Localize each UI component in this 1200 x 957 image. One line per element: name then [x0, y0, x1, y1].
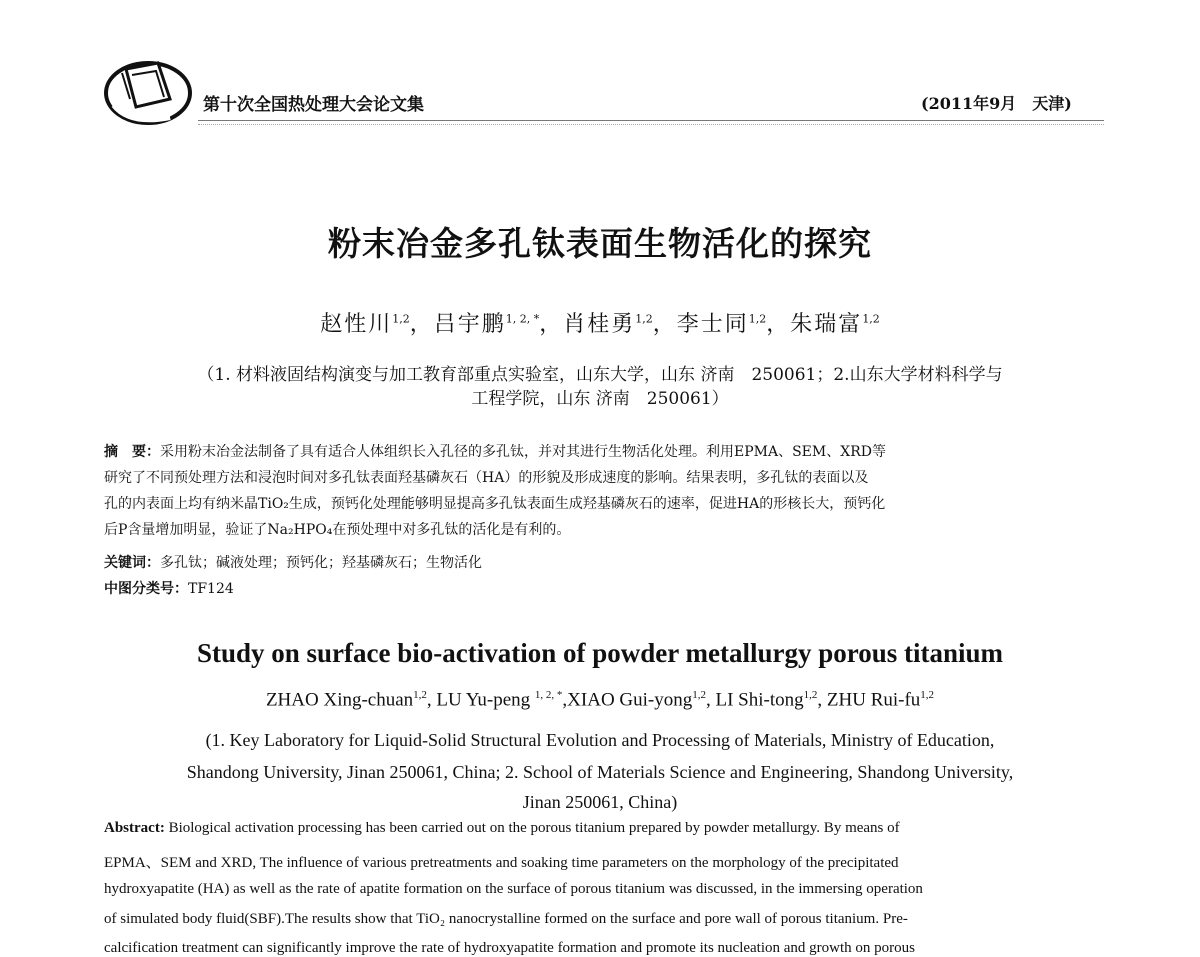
cn-abstract-line4: 后P含量增加明显，验证了Na₂HPO₄在预处理中对多孔钛的活化是有利的。: [104, 522, 571, 538]
en-abstract-text: Biological activation processing has been carried out on the porous titanium prepared by powder metallurgy. By means of: [168, 820, 900, 836]
cn-abstract-text: 采用粉末冶金法制备了具有适合人体组织长入孔径的多孔钛，并对其进行生物活化处理。利用EPMA、SEM、XRD等: [160, 444, 886, 460]
cn-author-affiliation-mark: 1, 2, *: [505, 312, 540, 326]
en-abstract-label: Abstract:: [104, 820, 165, 836]
en-paper-title: Study on surface bio-activation of powder metallurgy porous titanium: [196, 638, 1004, 668]
en-author-name: LU Yu-peng: [436, 689, 535, 711]
journal-logo-icon: [100, 55, 192, 127]
en-author-separator: ,: [562, 689, 568, 711]
en-author-affiliation-mark: 1,2: [920, 689, 935, 701]
en-author-separator: ,: [817, 689, 827, 711]
cn-author-separator: ，: [652, 312, 677, 337]
cn-keywords-text: 多孔钛；碱液处理；预钙化；羟基磷灰石；生物活化: [160, 555, 482, 571]
en-author-affiliation-mark: 1,2: [803, 689, 818, 701]
cn-author-name: 吕宇鹏: [433, 312, 506, 337]
en-author-list: [0, 689, 1200, 711]
cn-author-name: 李士同: [676, 312, 749, 337]
en-abstract-line4: of simulated body fluid(SBF).The results show that TiO₂ nanocrystalline formed on the surface and pore wall of porous titanium. Pre-: [104, 911, 908, 927]
en-author-affiliation-mark: 1,2: [692, 689, 706, 701]
en-author-affiliation-mark: 1, 2, *: [534, 689, 563, 701]
cn-clc: [104, 579, 1104, 599]
en-abstract-line2: EPMA、SEM and XRD, The influence of various pretreatments and soaking time parameters on the morphology of the precipitated: [104, 855, 899, 871]
en-author-affiliation-mark: 1,2: [413, 689, 427, 701]
cn-author-affiliation-mark: 1,2: [392, 312, 410, 326]
cn-author-separator: ，: [766, 312, 791, 337]
cn-affiliation-line2: 工程学院，山东 济南 250061）: [471, 389, 729, 409]
cn-author-name: 肖桂勇: [563, 312, 636, 337]
cn-keywords: [104, 553, 1104, 573]
en-affiliation-line2: Shandong University, Jinan 250061, China; 2. School of Materials Science and Engineering, Shandong University,: [186, 762, 1014, 782]
cn-author-affiliation-mark: 1,2: [748, 312, 767, 326]
cn-abstract-line1: [104, 442, 1104, 462]
cn-clc-value: TF124: [188, 581, 234, 597]
en-author-name: ZHU Rui-fu: [826, 689, 921, 711]
cn-author-name: 朱瑞富: [790, 312, 863, 337]
proceedings-date-place: (2011年9月 天津): [921, 94, 1072, 113]
en-author-name: XIAO Gui-yong: [567, 689, 693, 711]
cn-author-separator: ，: [539, 312, 564, 337]
en-abstract-line3: hydroxyapatite (HA) as well as the rate of apatite formation on the surface of porous titanium was discussed, in the immersing operation: [104, 881, 923, 897]
proceedings-title: 第十次全国热处理大会论文集: [203, 95, 424, 115]
cn-affiliation-line1: （1. 材料液固结构演变与加工教育部重点实验室，山东大学，山东 济南 250061；2.山东大学材料科学与: [197, 365, 1003, 385]
cn-abstract-line3: 孔的内表面上均有纳米晶TiO₂生成，预钙化处理能够明显提高多孔钛表面生成羟基磷灰石的速率，促进HA的形核长大，预钙化: [104, 496, 886, 512]
header-rule: [198, 120, 1104, 121]
en-author-name: LI Shi-tong: [715, 689, 804, 711]
cn-author-affiliation-mark: 1,2: [862, 312, 880, 326]
cn-keywords-label: 关键词：: [104, 555, 160, 571]
en-abstract-line1: [104, 820, 1104, 837]
cn-clc-label: 中图分类号：: [104, 581, 188, 597]
cn-author-name: 赵性川: [320, 312, 393, 337]
cn-abstract-line2: 研究了不同预处理方法和浸泡时间对多孔钛表面羟基磷灰石（HA）的形貌及形成速度的影响。结果表明，多孔钛的表面以及: [104, 470, 869, 486]
en-affiliation-line1: (1. Key Laboratory for Liquid-Solid Structural Evolution and Processing of Materials, Ministry of Education,: [205, 730, 995, 750]
cn-paper-title: 粉末冶金多孔钛表面生物活化的探究: [328, 224, 872, 263]
en-affiliation-line3: Jinan 250061, China): [522, 792, 678, 812]
en-abstract-line5: calcification treatment can significantly improve the rate of hydroxyapatite formation and promote its nucleation and growth on porous: [104, 940, 915, 956]
cn-author-list: [0, 307, 1200, 338]
cn-author-separator: ，: [409, 312, 434, 337]
cn-author-affiliation-mark: 1,2: [635, 312, 653, 326]
header-rule-dotted: [198, 124, 1104, 125]
cn-abstract-label: 摘 要：: [104, 444, 160, 460]
en-author-separator: ,: [706, 689, 716, 711]
en-author-name: ZHAO Xing-chuan: [265, 689, 414, 711]
en-author-separator: ,: [426, 689, 437, 711]
